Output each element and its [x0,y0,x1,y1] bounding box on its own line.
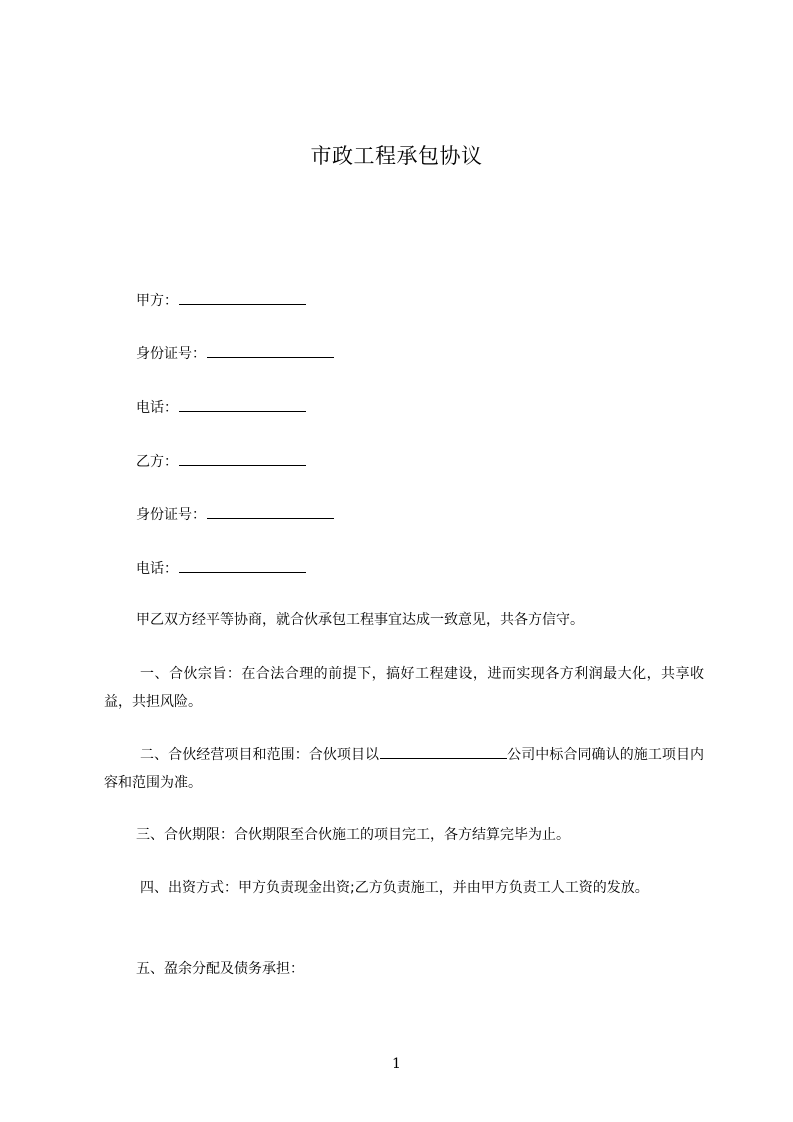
field-label: 乙方： [136,454,178,470]
fill-in-blank [207,503,334,519]
page-number: 1 [392,1056,401,1072]
clause-investment: 四、出资方式：甲方负责现金出资;乙方负责施工，并由甲方负责工人工资的发放。 [140,880,649,896]
field-label: 身份证号： [136,507,206,523]
field-label: 电话： [136,400,178,416]
clause-purpose: 一、合伙宗旨：在合法合理的前提下，搞好工程建设，进而实现各方利润最大化，共享收益，共担风险。 [104,666,704,710]
field-party-a [136,289,306,312]
clause-text-before: 二、合伙经营项目和范围：合伙项目以 [140,747,380,763]
intro-paragraph: 甲乙双方经平等协商，就合伙承包工程事宜达成一致意见，共各方信守。 [136,612,584,628]
field-label: 身份证号： [136,346,206,362]
field-id-number-a [136,342,334,365]
fill-in-blank [380,743,507,759]
document-title: 市政工程承包协议 [310,144,483,168]
field-label: 甲方： [136,293,178,309]
field-id-number-b [136,503,334,526]
field-phone-b [136,557,306,580]
fill-in-blank [179,289,306,305]
fill-in-blank [179,450,306,466]
fill-in-blank [179,557,306,573]
field-phone-a [136,396,306,419]
field-party-b [136,450,306,473]
fill-in-blank [179,396,306,412]
fill-in-blank [207,342,334,358]
clause-profit-debt: 五、盈余分配及债务承担： [136,961,304,977]
clause-term: 三、合伙期限：合伙期限至合伙施工的项目完工，各方结算完毕为止。 [136,827,570,843]
clause-scope [104,741,704,797]
clause-text-after: 公司中标合同确认的施工项目内容和范围为准。 [104,747,705,791]
field-label: 电话： [136,561,178,577]
